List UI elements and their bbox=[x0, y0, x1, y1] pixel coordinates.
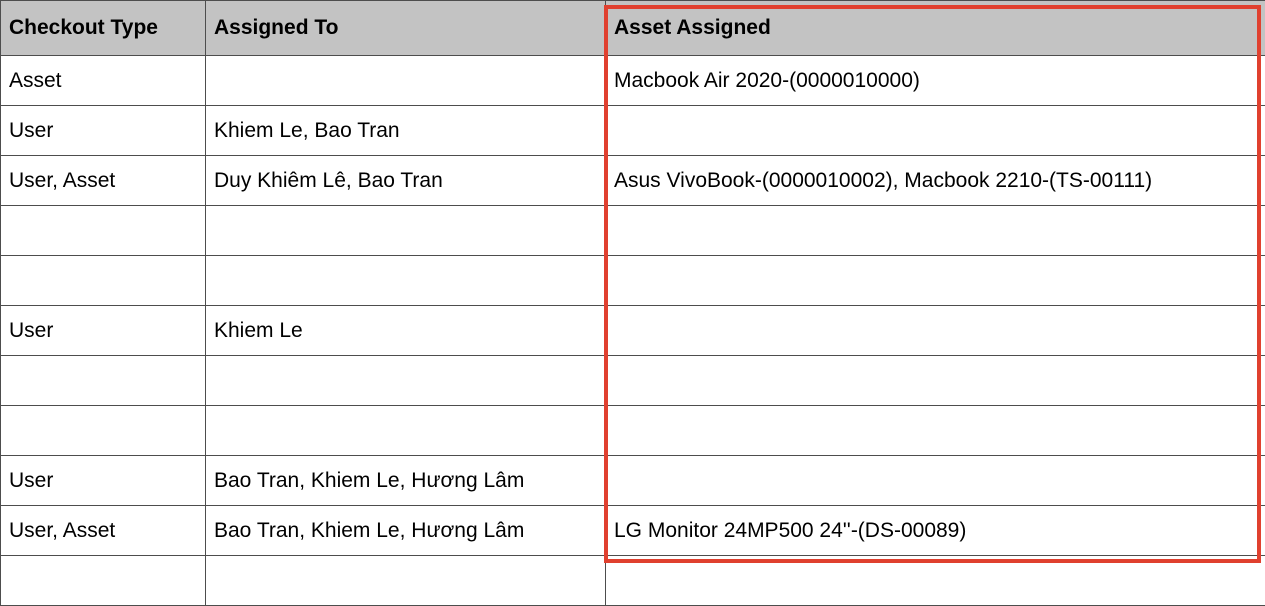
cell-assigned-to[interactable] bbox=[206, 56, 606, 106]
cell-checkout-type[interactable] bbox=[1, 206, 206, 256]
cell-checkout-type[interactable]: User, Asset bbox=[1, 506, 206, 556]
table-row[interactable] bbox=[1, 306, 1265, 356]
cell-asset-assigned[interactable]: LG Monitor 24MP500 24''-(DS-00089) bbox=[606, 506, 1265, 556]
table-row[interactable] bbox=[1, 156, 1265, 206]
cell-checkout-type[interactable]: User, Asset bbox=[1, 156, 206, 206]
cell-checkout-type[interactable]: User bbox=[1, 106, 206, 156]
table-row[interactable] bbox=[1, 456, 1265, 506]
column-header-checkout-type[interactable]: Checkout Type bbox=[1, 1, 206, 56]
table-row[interactable] bbox=[1, 206, 1265, 256]
table-row[interactable] bbox=[1, 406, 1265, 456]
cell-assigned-to[interactable] bbox=[206, 406, 606, 456]
cell-asset-assigned[interactable] bbox=[606, 356, 1265, 406]
cell-asset-assigned[interactable]: Asus VivoBook-(0000010002), Macbook 2210-(TS-00111) bbox=[606, 156, 1265, 206]
cell-asset-assigned[interactable] bbox=[606, 306, 1265, 356]
table-row[interactable] bbox=[1, 506, 1265, 556]
cell-assigned-to[interactable]: Bao Tran, Khiem Le, Hương Lâm bbox=[206, 506, 606, 556]
cell-checkout-type[interactable]: User bbox=[1, 456, 206, 506]
table-row[interactable] bbox=[1, 256, 1265, 306]
cell-asset-assigned[interactable] bbox=[606, 206, 1265, 256]
cell-asset-assigned[interactable] bbox=[606, 406, 1265, 456]
cell-asset-assigned[interactable] bbox=[606, 556, 1265, 606]
column-header-assigned-to[interactable]: Assigned To bbox=[206, 1, 606, 56]
cell-assigned-to[interactable]: Bao Tran, Khiem Le, Hương Lâm bbox=[206, 456, 606, 506]
cell-assigned-to[interactable] bbox=[206, 356, 606, 406]
cell-checkout-type[interactable] bbox=[1, 406, 206, 456]
table-row[interactable] bbox=[1, 556, 1265, 606]
table-header-row bbox=[1, 1, 1265, 56]
cell-checkout-type[interactable] bbox=[1, 356, 206, 406]
cell-checkout-type[interactable] bbox=[1, 256, 206, 306]
cell-checkout-type[interactable] bbox=[1, 556, 206, 606]
cell-checkout-type[interactable]: Asset bbox=[1, 56, 206, 106]
cell-assigned-to[interactable]: Duy Khiêm Lê, Bao Tran bbox=[206, 156, 606, 206]
cell-asset-assigned[interactable] bbox=[606, 106, 1265, 156]
table-row[interactable] bbox=[1, 56, 1265, 106]
column-header-asset-assigned[interactable]: Asset Assigned bbox=[606, 1, 1265, 56]
table-row[interactable] bbox=[1, 356, 1265, 406]
cell-assigned-to[interactable]: Khiem Le bbox=[206, 306, 606, 356]
cell-assigned-to[interactable] bbox=[206, 206, 606, 256]
cell-assigned-to[interactable] bbox=[206, 556, 606, 606]
cell-checkout-type[interactable]: User bbox=[1, 306, 206, 356]
cell-asset-assigned[interactable] bbox=[606, 256, 1265, 306]
table-body bbox=[1, 56, 1265, 606]
cell-assigned-to[interactable]: Khiem Le, Bao Tran bbox=[206, 106, 606, 156]
cell-assigned-to[interactable] bbox=[206, 256, 606, 306]
cell-asset-assigned[interactable] bbox=[606, 456, 1265, 506]
cell-asset-assigned[interactable]: Macbook Air 2020-(0000010000) bbox=[606, 56, 1265, 106]
table-row[interactable] bbox=[1, 106, 1265, 156]
